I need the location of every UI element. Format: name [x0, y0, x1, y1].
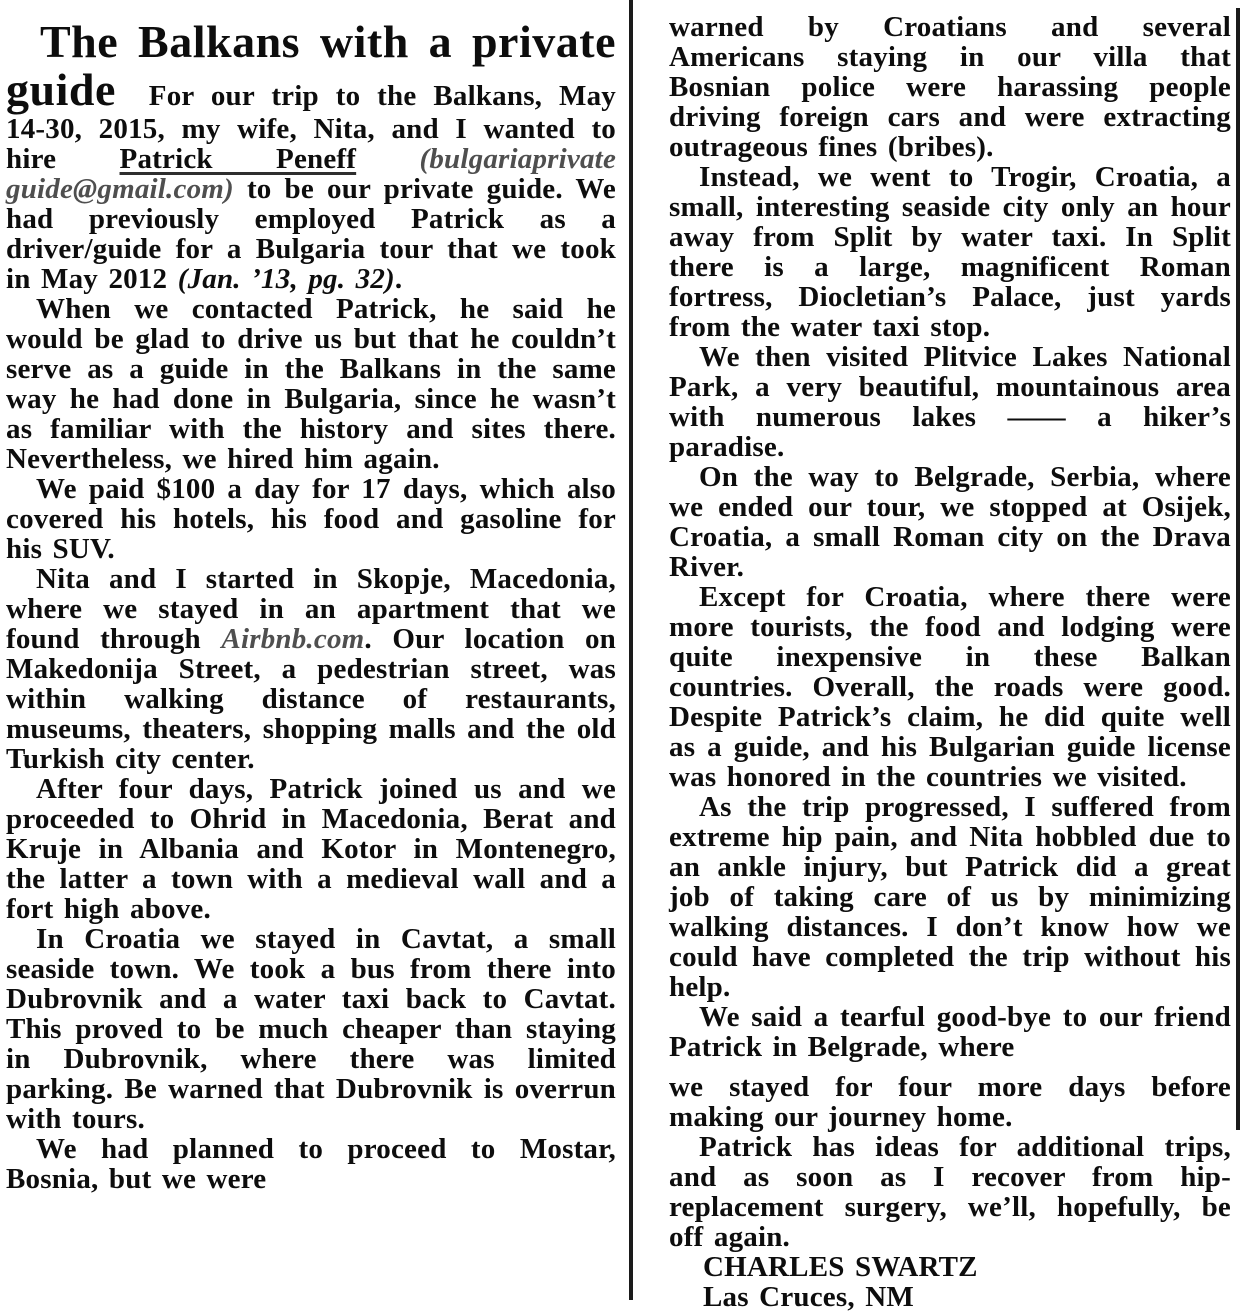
text-segment: warned by Croatians and several Americans staying in our villa that Bosnian police were harassing people driving foreign cars and were extracting outrageous fines (bribes).	[669, 11, 1231, 163]
text-segment: Las Cruces, NM	[703, 1281, 914, 1313]
paragraph	[669, 1132, 1231, 1252]
lead-text	[6, 80, 616, 295]
paragraph	[669, 792, 1231, 1002]
text-segment: we stayed for four more days before making our journey home.	[669, 1071, 1231, 1133]
text-segment: .	[394, 263, 403, 295]
paragraph	[6, 924, 616, 1134]
paragraph	[669, 462, 1231, 582]
paragraph	[669, 1002, 1231, 1062]
paragraph	[6, 774, 616, 924]
lead-paragraph	[6, 18, 616, 294]
text-segment: Nita and I started in Skopje, Macedonia, where we stayed in an apartment that we found through	[6, 563, 616, 655]
paragraph	[6, 294, 616, 474]
text-segment: We had planned to proceed to Mostar, Bosnia, but we were	[6, 1133, 616, 1195]
text-segment: Patrick has ideas for additional trips, and as soon as I recover from hip-replacement surgery, we’ll, hopefully, be off again.	[669, 1131, 1231, 1253]
text-segment: For our trip to the Balkans, May 14-30, 2015, my wife, Nita, and I wanted to hire	[6, 80, 617, 175]
page-edge-rule	[1236, 8, 1240, 1130]
article-title: The Balkans with a private guide	[6, 16, 616, 115]
text-segment: (Jan. ’13, pg. 32)	[177, 263, 395, 295]
gray-italic-text: (bulgariaprivate guide@gmail.com)	[6, 143, 617, 205]
paragraph	[669, 162, 1231, 342]
text-segment: . Our location on Makedonija Street, a pedestrian street, was within walking distance of restaurants, museums, theaters, shopping malls and the old Turkish city center.	[6, 623, 616, 775]
paragraph	[6, 474, 616, 564]
text-segment: When we contacted Patrick, he said he would be glad to drive us but that he couldn’t serve as a guide in the Balkans in the same way he had done in Bulgaria, since he wasn’t as familiar with the history and sites there. Nevertheless, we hired him again.	[6, 293, 616, 475]
paragraph	[669, 12, 1231, 162]
paragraph	[669, 1072, 1231, 1132]
column-divider-rule	[629, 0, 633, 1300]
signature-name	[669, 1252, 1231, 1282]
paragraph	[669, 342, 1231, 462]
text-segment: We paid $100 a day for 17 days, which also covered his hotels, his food and gasoline for his SUV.	[6, 473, 616, 565]
text-segment: On the way to Belgrade, Serbia, where we ended our tour, we stopped at Osijek, Croatia, a small Roman city on the Drava River.	[669, 461, 1231, 583]
text-segment: CHARLES SWARTZ	[703, 1251, 978, 1283]
paragraph	[669, 582, 1231, 792]
text-segment	[356, 143, 419, 175]
paragraph	[6, 564, 616, 774]
text-segment: to be our private guide. We had previously employed Patrick as a driver/guide for a Bulgaria tour that we took in May 2012	[6, 173, 616, 295]
text-segment: After four days, Patrick joined us and we proceeded to Ohrid in Macedonia, Berat and Kruje in Albania and Kotor in Montenegro, the latter a town with a medieval wall and a fort high above.	[6, 773, 616, 925]
signature-location	[669, 1282, 1231, 1312]
text-segment: As the trip progressed, I suffered from extreme hip pain, and Nita hobbled due to an ankle injury, but Patrick did a great job of taking care of us by minimizing walking distances. I don’t know how we could have completed the trip without his help.	[669, 791, 1231, 1003]
paragraph	[6, 1134, 616, 1194]
right-column	[669, 12, 1231, 1312]
text-segment: Instead, we went to Trogir, Croatia, a small, interesting seaside city only an hour away from Split by water taxi. In Split there is a large, magnificent Roman fortress, Diocletian’s Palace, just yards from the water taxi stop.	[669, 161, 1231, 343]
text-segment: Except for Croatia, where there were more tourists, the food and lodging were quite inexpensive in these Balkan countries. Overall, the roads were good. Despite Patrick’s claim, he did quite well as a guide, and his Bulgarian guide license was honored in the countries we visited.	[669, 581, 1231, 793]
text-segment: We then visited Plitvice Lakes National Park, a very beautiful, mountainous area with numerous lakes —— a hiker’s paradise.	[669, 341, 1231, 463]
text-segment: We said a tearful good-bye to our friend Patrick in Belgrade, where	[669, 1001, 1231, 1063]
text-segment: In Croatia we stayed in Cavtat, a small seaside town. We took a bus from there into Dubrovnik and a water taxi back to Cavtat. This proved to be much cheaper than staying in Dubrovnik, where there was limited parking. Be warned that Dubrovnik is overrun with tours.	[6, 923, 616, 1135]
gray-italic-text: Airbnb.com	[221, 623, 365, 655]
left-column	[6, 18, 616, 1194]
underlined-name: Patrick Peneff	[119, 143, 357, 175]
